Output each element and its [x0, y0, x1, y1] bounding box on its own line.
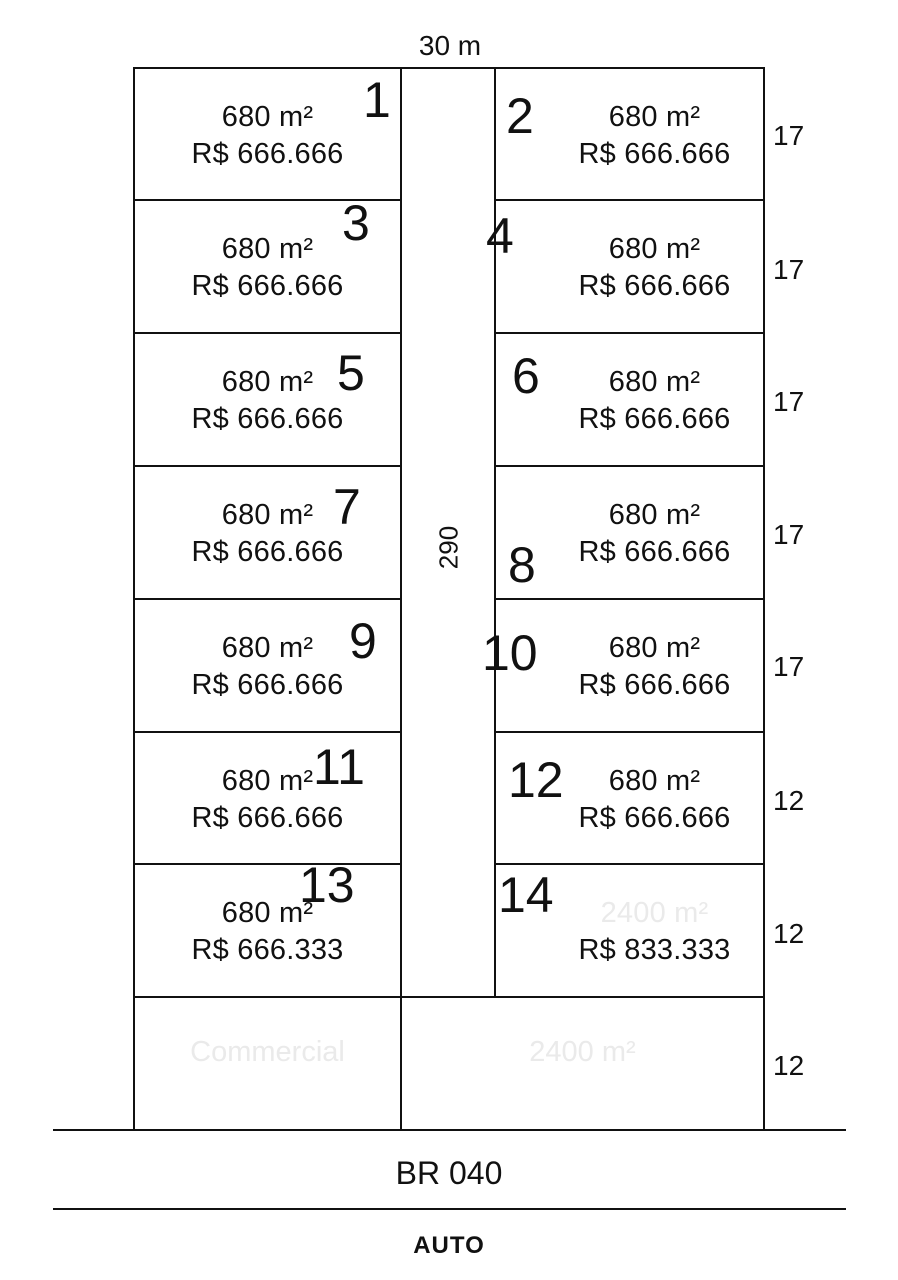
lot-number: 5 [337, 345, 365, 401]
lot-12[interactable] [496, 733, 763, 863]
lot-11[interactable] [135, 733, 400, 863]
lot-area: 680 m² [608, 233, 701, 265]
lot-2[interactable] [496, 69, 763, 199]
lot-4[interactable] [486, 201, 763, 332]
lot-price: R$ 666.666 [191, 536, 344, 568]
lot-number: 6 [512, 348, 540, 404]
side-dimension: 17 [773, 519, 805, 550]
lot-number: 4 [486, 208, 514, 264]
lot-area: 2400 m² [600, 897, 709, 929]
lot-14[interactable] [496, 865, 763, 996]
lot-number: 11 [313, 739, 365, 795]
lot-7[interactable] [135, 467, 400, 598]
road-top-line [53, 1129, 846, 1131]
commercial-area-label: 2400 m² [529, 1036, 636, 1068]
lot-number: 13 [299, 857, 355, 913]
lot-area: 680 m² [221, 499, 314, 531]
lot-number: 2 [506, 88, 534, 144]
lot-area: 680 m² [221, 101, 314, 133]
lot-number: 10 [482, 625, 538, 681]
lot-1[interactable] [135, 69, 400, 199]
street-length-label: 290 [433, 525, 464, 570]
lot-area: 680 m² [221, 366, 314, 398]
lot-price: R$ 666.333 [191, 934, 344, 966]
lot-10[interactable] [482, 600, 763, 731]
lot-area: 680 m² [608, 499, 701, 531]
lot-number: 3 [342, 195, 370, 251]
lot-13[interactable] [135, 857, 400, 996]
lot-price: R$ 666.666 [191, 270, 344, 302]
lot-3[interactable] [135, 195, 400, 332]
lot-price: R$ 666.666 [578, 536, 731, 568]
side-dimension: 12 [773, 918, 805, 949]
lot-9[interactable] [135, 600, 400, 731]
lot-6[interactable] [496, 334, 763, 465]
road-label: BR 040 [395, 1155, 503, 1191]
lot-area: 680 m² [608, 366, 701, 398]
lot-area: 680 m² [221, 765, 314, 797]
lot-number: 9 [349, 613, 377, 669]
side-dimension: 12 [773, 1050, 805, 1081]
lot-price: R$ 666.666 [578, 403, 731, 435]
side-dimension: 17 [773, 386, 805, 417]
side-dimension: 17 [773, 120, 805, 151]
lot-number: 12 [508, 752, 564, 808]
commercial-label: Commercial [190, 1036, 345, 1068]
side-dimension: 17 [773, 651, 805, 682]
lot-area: 680 m² [608, 101, 701, 133]
row-divider [133, 996, 765, 998]
lot-area: 680 m² [608, 632, 701, 664]
lot-price: R$ 666.666 [578, 138, 731, 170]
side-dimension: 12 [773, 785, 805, 816]
lot-price: R$ 833.333 [578, 934, 731, 966]
lot-number: 7 [333, 479, 361, 535]
lot-8[interactable] [496, 467, 763, 598]
lot-price: R$ 666.666 [191, 403, 344, 435]
road-bottom-line [53, 1208, 846, 1210]
lot-price: R$ 666.666 [191, 669, 344, 701]
lot-area: 680 m² [221, 233, 314, 265]
lot-price: R$ 666.666 [191, 138, 344, 170]
lot-5[interactable] [135, 334, 400, 465]
side-dimension: 17 [773, 254, 805, 285]
lot-price: R$ 666.666 [578, 802, 731, 834]
footer-label: AUTO [413, 1232, 485, 1259]
top-width-label: 30 m [418, 30, 482, 61]
lot-price: R$ 666.666 [578, 270, 731, 302]
lot-area: 680 m² [608, 765, 701, 797]
lot-number: 1 [363, 72, 391, 128]
lot-price: R$ 666.666 [578, 669, 731, 701]
lot-area: 680 m² [221, 897, 314, 929]
lot-number: 14 [498, 867, 554, 923]
lot-area: 680 m² [221, 632, 314, 664]
lot-number: 8 [508, 537, 536, 593]
lot-price: R$ 666.666 [191, 802, 344, 834]
